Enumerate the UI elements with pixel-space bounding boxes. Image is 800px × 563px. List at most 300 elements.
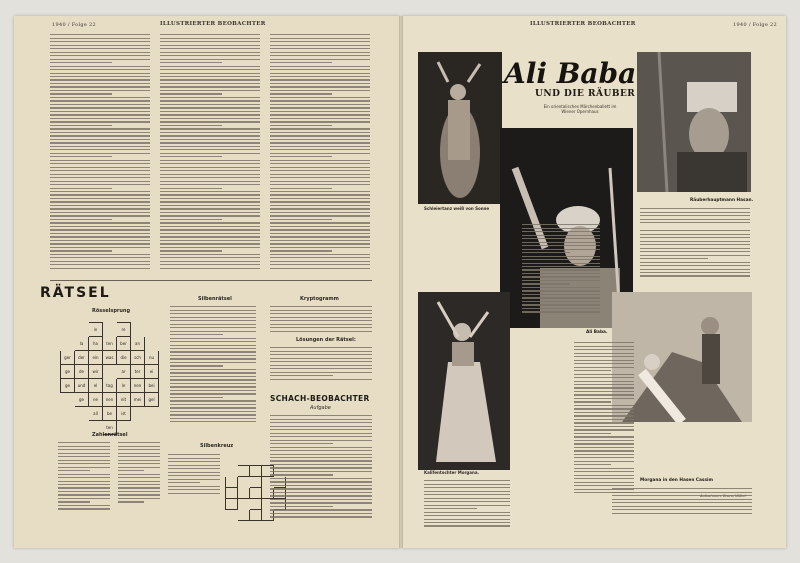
text-line — [50, 142, 150, 143]
text-line — [50, 107, 150, 108]
text-line — [270, 379, 372, 380]
text-line — [160, 41, 260, 42]
text-line — [522, 297, 600, 298]
text-line — [170, 341, 256, 342]
text-line — [270, 257, 370, 258]
text-line — [270, 443, 333, 444]
text-line — [50, 111, 150, 112]
grid-cell: de — [75, 365, 89, 379]
text-line — [270, 59, 370, 60]
text-line — [170, 355, 256, 356]
text-line — [118, 460, 160, 461]
grid-cell — [75, 407, 89, 421]
text-line — [270, 191, 370, 192]
text-line — [270, 506, 333, 507]
text-line — [574, 363, 634, 364]
text-line — [50, 184, 150, 185]
text-line — [50, 205, 150, 206]
text-line — [50, 170, 150, 171]
text-line — [58, 446, 110, 447]
text-line — [50, 76, 150, 77]
text-line — [160, 38, 260, 39]
text-line — [574, 408, 634, 409]
silbenkreuz-cell — [226, 477, 238, 488]
text-line — [168, 479, 220, 480]
text-line — [160, 250, 222, 251]
grid-cell: ein — [89, 351, 103, 365]
silbenkreuz-cell — [226, 499, 238, 510]
text-line — [160, 194, 260, 195]
grid-cell: an — [131, 337, 145, 351]
text-line — [522, 256, 600, 257]
text-line — [118, 467, 160, 468]
text-line — [522, 294, 600, 295]
text-line — [50, 226, 150, 227]
text-line — [522, 311, 600, 312]
text-line — [574, 454, 634, 455]
text-line — [160, 48, 260, 49]
grid-cell: be — [103, 407, 117, 421]
grid-cell: wir — [89, 365, 103, 379]
text-line — [160, 73, 260, 74]
text-line — [170, 407, 256, 408]
text-line — [50, 79, 150, 80]
text-line — [170, 338, 256, 339]
text-line — [640, 251, 750, 252]
text-line — [270, 90, 370, 91]
text-line — [58, 498, 110, 499]
text-line — [640, 269, 750, 270]
text-line — [170, 362, 256, 363]
text-line — [270, 236, 370, 237]
text-line — [160, 181, 260, 182]
grid-row — [61, 337, 173, 351]
grid-cell — [131, 407, 145, 421]
zahlenraetsel-heading: Zahlenrätsel — [92, 432, 128, 438]
schach-text — [270, 413, 372, 520]
text-line — [50, 128, 150, 129]
text-line — [270, 184, 370, 185]
text-line — [270, 460, 372, 461]
text-line — [118, 481, 160, 482]
text-line — [58, 467, 110, 468]
grid-cell: ha — [89, 337, 103, 351]
text-line — [58, 453, 110, 454]
silbenkreuz-cell — [238, 466, 250, 477]
text-line — [270, 100, 370, 101]
text-line — [612, 499, 752, 500]
text-line — [270, 317, 372, 318]
text-line — [424, 498, 510, 499]
text-line — [160, 153, 260, 154]
text-line — [160, 184, 260, 185]
kryptogramm-heading: Kryptogramm — [300, 296, 339, 302]
text-line — [50, 83, 150, 84]
text-line — [574, 461, 634, 462]
text-line — [170, 411, 256, 412]
grid-cell: ger — [61, 351, 75, 365]
text-line — [160, 160, 260, 161]
text-line — [160, 226, 260, 227]
grid-cell: in — [89, 323, 103, 337]
zahlen-column — [58, 440, 110, 512]
text-line — [270, 354, 372, 355]
text-line — [522, 266, 600, 267]
text-line — [522, 235, 600, 236]
silbenkreuz-cell — [238, 499, 250, 510]
text-line — [574, 367, 634, 368]
text-line — [270, 38, 370, 39]
text-line — [270, 45, 370, 46]
right-text-caption-bottom — [612, 486, 752, 516]
text-line — [160, 233, 260, 234]
silbenkreuz-cell — [250, 466, 262, 477]
text-line — [170, 324, 256, 325]
text-line — [50, 34, 150, 35]
zahlen-answers-column — [118, 440, 160, 505]
text-line — [640, 244, 750, 245]
grid-cell: nen — [131, 379, 145, 393]
text-line — [50, 233, 150, 234]
silbenkreuz-cell — [226, 510, 238, 521]
text-line — [270, 516, 372, 517]
text-line — [270, 372, 372, 373]
text-line — [270, 66, 370, 67]
grid-cell: ter — [131, 365, 145, 379]
text-line — [522, 242, 600, 243]
text-line — [270, 48, 370, 49]
text-line — [270, 492, 372, 493]
text-line — [574, 450, 634, 451]
raetsel-heading: RÄTSEL — [40, 285, 111, 301]
text-line — [118, 491, 160, 492]
text-line — [522, 252, 570, 253]
text-line — [58, 484, 110, 485]
text-line — [118, 463, 160, 464]
text-line — [574, 346, 634, 347]
text-line — [270, 375, 333, 376]
text-line — [270, 83, 370, 84]
right-text-column-main — [574, 340, 634, 496]
text-line — [574, 415, 634, 416]
text-line — [50, 188, 112, 189]
text-line — [574, 447, 634, 448]
text-line — [522, 273, 600, 274]
text-line — [574, 374, 634, 375]
text-line — [424, 519, 510, 520]
text-line — [170, 331, 256, 332]
silbenraetsel-heading: Silbenrätsel — [198, 296, 232, 302]
text-line — [50, 243, 150, 244]
text-line — [270, 488, 372, 489]
text-line — [574, 401, 611, 402]
text-line — [170, 317, 256, 318]
loesungen-text — [270, 345, 372, 382]
grid-cell: ar — [117, 365, 131, 379]
text-line — [270, 222, 370, 223]
text-line — [640, 219, 750, 220]
text-line — [50, 93, 112, 94]
article-intro: Ein orientalisches Märchenballett im Wiener Opernhaus — [543, 104, 617, 114]
text-line — [270, 167, 370, 168]
grid-cell: was — [103, 351, 117, 365]
text-line — [160, 146, 260, 147]
text-line — [50, 86, 150, 87]
text-line — [50, 222, 150, 223]
text-line — [170, 372, 256, 373]
text-line — [160, 135, 260, 136]
text-line — [270, 499, 372, 500]
text-line — [270, 73, 370, 74]
text-line — [270, 310, 372, 311]
left-text-column-1 — [50, 32, 150, 271]
text-line — [574, 433, 611, 434]
text-line — [160, 243, 260, 244]
text-line — [270, 474, 333, 475]
text-line — [50, 139, 150, 140]
text-line — [170, 414, 256, 415]
text-line — [168, 458, 220, 459]
text-line — [160, 247, 260, 248]
text-line — [270, 62, 332, 63]
text-line — [50, 194, 150, 195]
text-line — [270, 205, 370, 206]
grid-row — [61, 393, 173, 407]
right-page-header: ILLUSTRIERTER BEOBACHTER — [530, 21, 636, 27]
text-line — [58, 470, 90, 471]
text-line — [270, 454, 372, 455]
text-line — [160, 198, 260, 199]
text-line — [168, 465, 220, 466]
text-line — [50, 191, 150, 192]
text-line — [118, 474, 160, 475]
text-line — [270, 104, 370, 105]
grid-cell: bei — [145, 379, 159, 393]
text-line — [270, 313, 372, 314]
caption-ali-baba: Ali Baba. — [586, 330, 608, 335]
text-line — [270, 125, 332, 126]
text-line — [170, 418, 256, 419]
text-line — [50, 135, 150, 136]
text-line — [170, 327, 256, 328]
text-line — [160, 111, 260, 112]
text-line — [160, 125, 222, 126]
silbenkreuz-cell — [226, 466, 238, 477]
text-line — [574, 381, 634, 382]
text-line — [612, 502, 752, 503]
text-line — [160, 118, 260, 119]
text-line — [170, 320, 256, 321]
text-line — [50, 198, 150, 199]
text-line — [118, 484, 160, 485]
grid-cell: tag — [103, 379, 117, 393]
text-line — [50, 90, 150, 91]
text-line — [640, 258, 708, 259]
text-line — [170, 400, 256, 401]
text-line — [574, 353, 634, 354]
grid-cell: ge — [61, 365, 75, 379]
text-line — [270, 433, 372, 434]
text-line — [522, 304, 600, 305]
right-page-number: 1940 / Folge 22 — [733, 22, 778, 28]
text-line — [50, 118, 150, 119]
article-subtitle: UND DIE RÄUBER — [535, 89, 636, 99]
text-line — [270, 450, 372, 451]
text-line — [50, 97, 150, 98]
left-text-column-3 — [270, 32, 370, 271]
text-line — [574, 422, 634, 423]
text-line — [574, 377, 634, 378]
text-line — [574, 405, 634, 406]
text-line — [160, 93, 222, 94]
text-line — [270, 327, 372, 328]
text-line — [522, 249, 600, 250]
text-line — [58, 442, 110, 443]
text-line — [270, 471, 372, 472]
text-line — [270, 215, 370, 216]
grid-cell — [61, 407, 75, 421]
text-line — [160, 212, 260, 213]
text-line — [160, 114, 260, 115]
text-line — [160, 170, 260, 171]
text-line — [118, 477, 160, 478]
text-line — [270, 107, 370, 108]
grid-cell: el — [89, 379, 103, 393]
text-line — [522, 259, 600, 260]
text-line — [612, 488, 752, 489]
text-line — [270, 268, 370, 269]
right-text-intro-box — [522, 222, 600, 315]
text-line — [160, 76, 260, 77]
text-line — [612, 506, 752, 507]
loesungen-heading: Lösungen der Rätsel: — [296, 337, 356, 343]
article-title: Ali Baba — [504, 57, 637, 90]
text-line — [574, 429, 634, 430]
text-line — [168, 454, 220, 455]
right-text-caption-morgana-body — [424, 478, 510, 529]
text-line — [168, 493, 220, 494]
text-line — [640, 237, 750, 238]
grid-cell: mei — [131, 393, 145, 407]
text-line — [270, 188, 332, 189]
grid-cell: nu — [145, 351, 159, 365]
text-line — [270, 52, 370, 53]
text-line — [574, 468, 634, 469]
text-line — [160, 261, 260, 262]
silbenkreuz-cell — [250, 510, 262, 521]
text-line — [270, 69, 370, 70]
grid-cell — [145, 337, 159, 351]
text-line — [270, 481, 372, 482]
text-line — [640, 265, 750, 266]
text-line — [160, 215, 260, 216]
text-line — [270, 34, 370, 35]
caption-schleiertanz: Schleiertanz weiß von Sonne — [424, 206, 490, 211]
text-line — [522, 228, 600, 229]
text-line — [270, 93, 332, 94]
text-line — [50, 167, 150, 168]
text-line — [270, 261, 370, 262]
text-line — [160, 208, 260, 209]
grid-row — [61, 379, 173, 393]
text-line — [118, 498, 160, 499]
silbenkreuz-cell — [238, 477, 250, 488]
grid-cell: die — [117, 351, 131, 365]
text-line — [270, 135, 370, 136]
text-line — [160, 142, 260, 143]
grid-cell — [131, 323, 145, 337]
text-line — [270, 306, 372, 307]
text-line — [160, 191, 260, 192]
grid-cell: all — [89, 407, 103, 421]
text-line — [270, 111, 370, 112]
text-line — [270, 485, 372, 486]
text-line — [270, 351, 372, 352]
text-line — [522, 231, 600, 232]
text-line — [574, 342, 634, 343]
kryptogramm-text — [270, 304, 372, 334]
grid-cell: ten — [103, 337, 117, 351]
text-line — [160, 219, 222, 220]
text-line — [58, 460, 110, 461]
text-line — [50, 215, 150, 216]
text-line — [58, 456, 110, 457]
text-line — [270, 114, 370, 115]
text-line — [522, 224, 600, 225]
text-line — [640, 222, 750, 223]
text-line — [270, 243, 370, 244]
text-line — [574, 394, 634, 395]
text-line — [160, 97, 260, 98]
text-line — [170, 393, 256, 394]
text-line — [640, 212, 750, 213]
roesselsprung-grid — [60, 322, 173, 435]
text-line — [50, 250, 112, 251]
text-line — [270, 247, 370, 248]
text-line — [160, 201, 260, 202]
text-line — [640, 272, 750, 273]
text-line — [118, 487, 160, 488]
silbenkreuz-cell — [250, 499, 262, 510]
text-line — [160, 104, 260, 105]
text-line — [50, 104, 150, 105]
text-line — [170, 421, 256, 422]
text-line — [270, 156, 332, 157]
text-line — [50, 229, 150, 230]
magazine-spine — [399, 16, 403, 548]
text-line — [574, 471, 634, 472]
text-line — [640, 208, 750, 209]
text-line — [50, 174, 150, 175]
right-text-column-top — [640, 206, 750, 226]
text-line — [424, 505, 510, 506]
text-line — [170, 376, 256, 377]
text-line — [160, 52, 260, 53]
text-line — [118, 456, 160, 457]
text-line — [160, 264, 260, 265]
text-line — [270, 264, 370, 265]
caption-morgana: Kalifentochter Morgana. — [424, 470, 480, 475]
grid-cell: sch — [131, 351, 145, 365]
text-line — [50, 264, 150, 265]
text-line — [160, 229, 260, 230]
text-line — [50, 177, 150, 178]
text-line — [270, 331, 372, 332]
text-line — [270, 415, 372, 416]
grid-cell: ge — [75, 393, 89, 407]
text-line — [50, 261, 150, 262]
text-line — [270, 201, 370, 202]
